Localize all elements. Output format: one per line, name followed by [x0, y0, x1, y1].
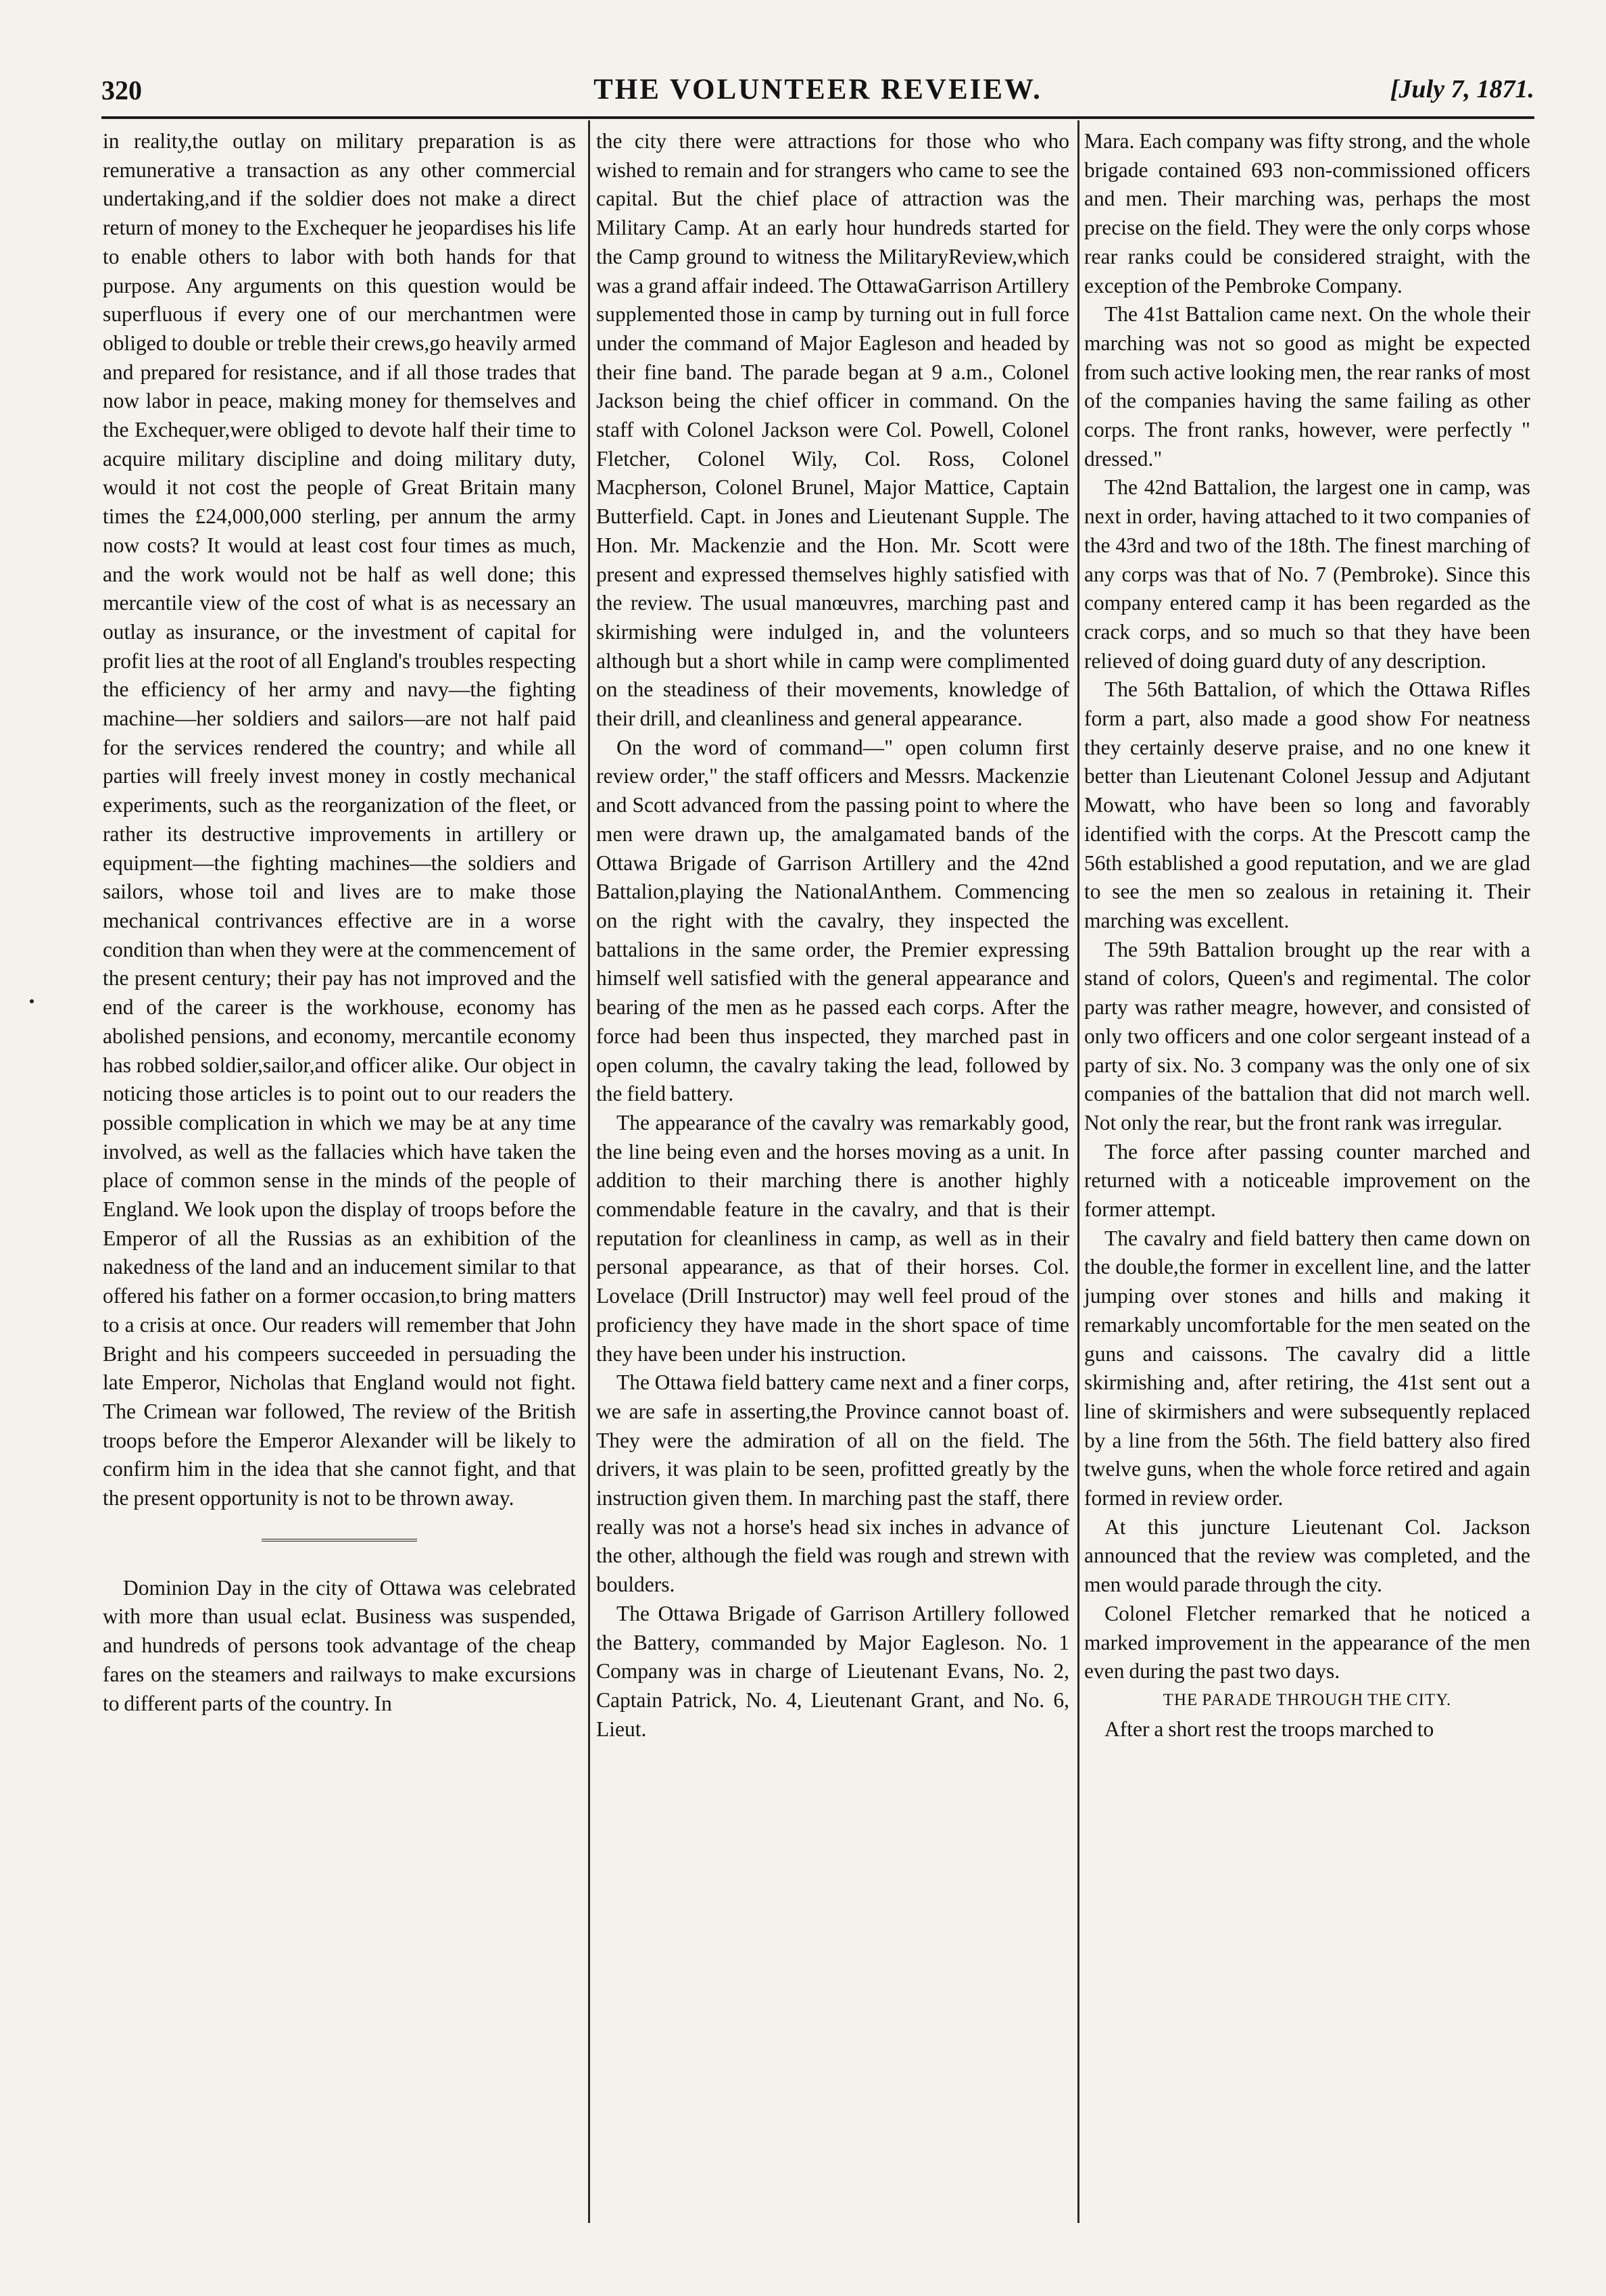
article-paragraph: After a short rest the troops marched to [1104, 1717, 1434, 1741]
article-paragraph: Colonel Fletcher remarked that he noticed a marked improvement in the appearance of the men even during the past two days. [1084, 1601, 1530, 1683]
article-paragraph: On the word of command—" open column first review order," the staff officers and Messrs. Mackenzie and Scott advanced from the passing point to where the men were drawn up, the amalgamated bands of the Ottawa Brigade of Garrison Artillery and the 42nd Battalion,playing the NationalAnthem. Commencing on the right with the cavalry, they inspected the battalions in the same order, the Premier expressing himself well satisfied with the general appearance and bearing of the men as he passed each corps. After the force had been thus inspected, they marched past in open column, the cavalry taking the lead, followed by the field battery. [596, 735, 1069, 1106]
article-paragraph: The appearance of the cavalry was remarkably good, the line being even and the horses moving as a unit. In addition to their marching there is another highly commendable feature in the cavalry, and that is their reputation for cleanliness in camp, as well as in their personal appearance, as that of their horses. Col. Lovelace (Drill Instructor) may well feel proud of the proficiency they have made in the short space of time they have been under his instruction. [596, 1110, 1069, 1366]
article-paragraph: The force after passing counter marched and returned with a noticeable improvement on the former attempt. [1084, 1139, 1530, 1222]
issue-date: [July 7, 1871. [1390, 75, 1534, 103]
column-divider [1077, 120, 1079, 2223]
article-paragraph: The 41st Battalion came next. On the whole their marching was not so good as might be expected from such active looking men, the rear ranks of most of the companies having the same failing as other corps. The front ranks, however, were perfectly " dressed." [1084, 302, 1530, 471]
article-paragraph: the city there were attractions for those who who wished to remain and for strangers who came to see the capital. But the chief place of attraction was the Military Camp. At an early hour hundreds started for the Camp ground to witness the MilitaryReview,which was a grand affair indeed. The OttawaGarrison Artillery supplemented those in camp by turning out in full force under the command of Major Eagleson and headed by their fine band. The parade began at 9 a.m., Colonel Jackson being the chief officer in command. On the staff with Colonel Jackson were Col. Powell, Colonel Fletcher, Colonel Wily, Col. Ross, Colonel Macpherson, Colonel Brunel, Major Mattice, Captain Butterfield. Capt. in Jones and Lieutenant Supple. The Hon. Mr. Mackenzie and the Hon. Mr. Scott were present and expressed themselves highly satisfied with the review. The usual manœuvres, marching past and skirmishing were indulged in, and the volunteers although but a short while in camp were complimented on the steadiness of their movements, knowledge of their drill, and cleanliness and general appearance. [596, 129, 1069, 731]
article-paragraph: in reality,the outlay on military preparation is as remunerative a transaction as any other commercial undertaking,and if the soldier does not make a direct return of money to the Exchequer he jeopardises his life to enable others to labor with both hands for that purpose. Any arguments on this question would be superfluous if every one of our merchantmen were obliged to double or treble their crews,go heavily armed and prepared for resistance, and if all those trades that now labor in peace, making money for themselves and the Exchequer,were obliged to devote half their time to acquire military discipline and doing military duty, would it not cost the people of Great Britain many times the £24,000,000 sterling, per annum the army now costs? It would at least cost four times as much, and the work would not be half as well done; this mercantile view of the cost of what is as necessary an outlay as insurance, or the investment of capital for profit lies at the root of all England's troubles respecting the efficiency of her army and navy—the fighting machine—her soldiers and sailors—are not half paid for the services rendered the country; and while all parties will freely invest money in costly mechanical experiments, such as the reorganization of the fleet, or rather its destructive improvements in artillery or equipment—the fighting machines—the soldiers and sailors, whose toil and lives are to make those mechanical contrivances effective are in a worse condition than when they were at the commencement of the present century; their pay has not improved and the end of the career is the workhouse, economy has abolished pensions, and economy, mercantile economy has robbed soldier,sailor,and officer alike. Our object in noticing those articles is to point out to our readers the possible complication in which we may be at any time involved, as well as the fallacies which have taken the place of common sense in the minds of the people of England. We look upon the display of troops before the Emperor of all the Russias as an exhibition of the nakedness of the land and an inducement similar to that offered his father on a former occasion,to bring matters to a crisis at once. Our readers will remember that John Bright and his compeers succeeded in persuading the late Emperor, Nicholas that England would not fight. The Crimean war followed, The review of the British troops before the Emperor Alexander will be likely to confirm him in the idea that she cannot fight, and that the present opportunity is not to be thrown away. [103, 129, 576, 1510]
masthead-title: THE VOLUNTEER REVEIEW. [593, 74, 1042, 105]
section-separator [262, 1539, 417, 1541]
section-subheading: THE PARADE THROUGH THE CITY. [1163, 1690, 1452, 1709]
article-paragraph: The 59th Battalion brought up the rear with a stand of colors, Queen's and regimental. The color party was rather meagre, however, and consisted of only two officers and one color sergeant instead of a party of six. No. 3 company was the only one of six companies of the battalion that did not march well. Not only the rear, but the front rank was irregular. [1084, 937, 1530, 1134]
article-paragraph: The Ottawa Brigade of Garrison Artillery followed the Battery, commanded by Major Eagleson. No. 1 Company was in charge of Lieutenant Evans, No. 2, Captain Patrick, No. 4, Lieutenant Grant, and No. 6, Lieut. [596, 1601, 1069, 1741]
article-paragraph: The cavalry and field battery then came down on the double,the former in excellent line, and the latter jumping over stones and hills and making it remarkably uncomfortable for the men seated on the guns and caissons. The cavalry did a little skirmishing and, after retiring, the 41st sent out a line of skirmishers and were subsequently replaced by a line from the 56th. The field battery also fired twelve guns, when the whole force retired and again formed in review order. [1084, 1226, 1530, 1510]
article-paragraph: At this juncture Lieutenant Col. Jackson announced that the review was completed, and the men would parade through the city. [1084, 1514, 1530, 1597]
article-paragraph: The 56th Battalion, of which the Ottawa Rifles form a part, also made a good show For neatness they certainly deserve praise, and no one knew it better than Lieutenant Colonel Jessup and Adjutant Mowatt, who have been so long and favorably identified with the corps. At the Prescott camp the 56th established a good reputation, and we are glad to see the men so zealous in retaining it. Their marching was excellent. [1084, 677, 1530, 932]
article-paragraph: The 42nd Battalion, the largest one in camp, was next in order, having attached to it two companies of the 43rd and two of the 18th. The finest marching of any corps was that of No. 7 (Pembroke). Since this company entered camp it has been regarded as the crack corps, and so much so that they have been relieved of doing guard duty of any description. [1084, 475, 1530, 673]
article-paragraph: Dominion Day in the city of Ottawa was celebrated with more than usual eclat. Business was suspended, and hundreds of persons took advantage of the cheap fares on the steamers and railways to make excursions to different parts of the country. In [103, 1575, 576, 1715]
article-paragraph: Mara. Each company was fifty strong, and the whole brigade contained 693 non-commissioned officers and men. Their marching was, perhaps the most precise on the field. They were the only corps whose rear ranks could be considered straight, with the exception of the Pembroke Company. [1084, 129, 1530, 297]
header-rule [101, 116, 1534, 119]
margin-speck [30, 999, 34, 1003]
column-3 [1084, 127, 1530, 1744]
column-2 [596, 127, 1069, 1744]
page-number: 320 [101, 75, 142, 105]
column-1 [103, 127, 576, 1718]
page-header [101, 70, 1534, 118]
article-paragraph: The Ottawa field battery came next and a finer corps, we are safe in asserting,the Province cannot boast of. They were the admiration of all on the field. The drivers, it was plain to be seen, profitted greatly by the instruction given them. In marching past the staff, there really was not a horse's head six inches in advance of the other, although the field was rough and strewn with boulders. [596, 1370, 1069, 1597]
column-divider [588, 120, 590, 2223]
